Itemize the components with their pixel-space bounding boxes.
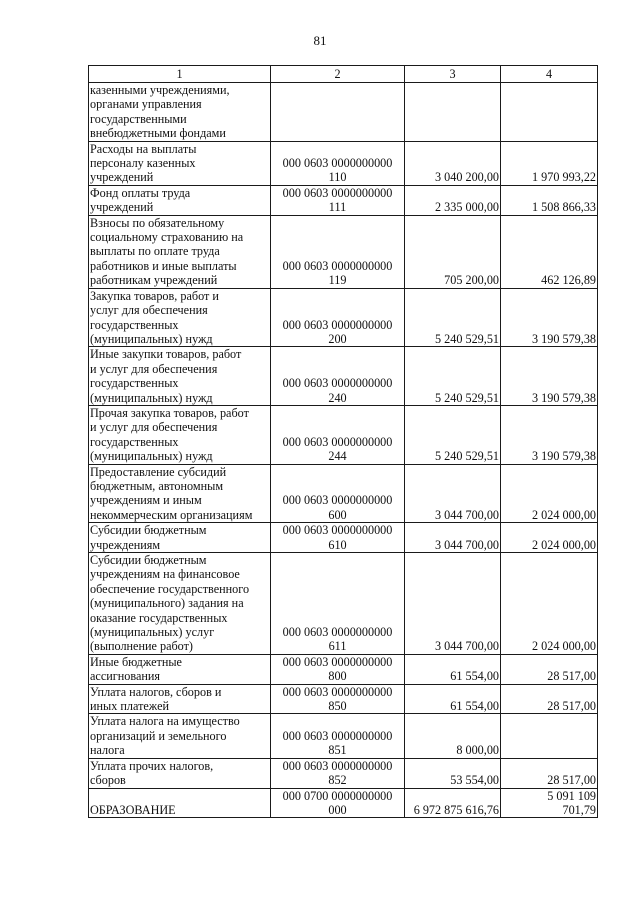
row-code <box>271 83 405 142</box>
row-value-plan: 3 040 200,00 <box>405 141 501 185</box>
row-name: Иные бюджетные ассигнования <box>89 654 271 684</box>
row-name: Уплата налогов, сборов и иных платежей <box>89 684 271 714</box>
budget-table <box>88 65 598 818</box>
row-value-plan: 61 554,00 <box>405 684 501 714</box>
row-value-actual: 28 517,00 <box>501 684 598 714</box>
row-name: Фонд оплаты труда учреждений <box>89 185 271 215</box>
row-code: 000 0603 0000000000 119 <box>271 215 405 288</box>
row-value-actual <box>501 83 598 142</box>
row-name: Взносы по обязательному социальному страхованию на выплаты по оплате труда работников и иные выплаты работникам учреждений <box>89 215 271 288</box>
row-code: 000 0603 0000000000 851 <box>271 714 405 758</box>
row-value-actual: 3 190 579,38 <box>501 405 598 464</box>
row-value-plan: 5 240 529,51 <box>405 347 501 406</box>
row-value-plan: 61 554,00 <box>405 654 501 684</box>
table-row <box>89 758 598 788</box>
header-col-4: 4 <box>501 66 598 83</box>
table-row <box>89 83 598 142</box>
row-value-actual: 3 190 579,38 <box>501 288 598 347</box>
row-name: Уплата прочих налогов, сборов <box>89 758 271 788</box>
table-row <box>89 714 598 758</box>
table-row <box>89 553 598 655</box>
row-code: 000 0603 0000000000 200 <box>271 288 405 347</box>
row-code: 000 0603 0000000000 610 <box>271 523 405 553</box>
row-name: Прочая закупка товаров, работ и услуг для обеспечения государственных (муниципальных) нужд <box>89 405 271 464</box>
row-value-plan: 3 044 700,00 <box>405 553 501 655</box>
row-value-plan: 3 044 700,00 <box>405 523 501 553</box>
row-code: 000 0603 0000000000 800 <box>271 654 405 684</box>
row-value-actual: 2 024 000,00 <box>501 523 598 553</box>
row-code: 000 0603 0000000000 111 <box>271 185 405 215</box>
row-value-actual: 1 970 993,22 <box>501 141 598 185</box>
row-value-actual: 1 508 866,33 <box>501 185 598 215</box>
row-name: Субсидии бюджетным учреждениям на финансовое обеспечение государственного (муниципального) задания на оказание государственных (муниципальных) услуг (выполнение работ) <box>89 553 271 655</box>
row-code: 000 0603 0000000000 244 <box>271 405 405 464</box>
row-name: Закупка товаров, работ и услуг для обеспечения государственных (муниципальных) нужд <box>89 288 271 347</box>
row-value-plan: 705 200,00 <box>405 215 501 288</box>
row-code: 000 0603 0000000000 611 <box>271 553 405 655</box>
table-row <box>89 788 598 818</box>
row-value-plan: 2 335 000,00 <box>405 185 501 215</box>
row-code: 000 0603 0000000000 110 <box>271 141 405 185</box>
row-value-actual: 28 517,00 <box>501 758 598 788</box>
row-name: ОБРАЗОВАНИЕ <box>89 788 271 818</box>
header-col-1: 1 <box>89 66 271 83</box>
table-row <box>89 684 598 714</box>
row-code: 000 0603 0000000000 600 <box>271 464 405 523</box>
row-name: казенными учреждениями, органами управления государственными внебюджетными фондами <box>89 83 271 142</box>
row-name: Расходы на выплаты персоналу казенных учреждений <box>89 141 271 185</box>
header-row <box>89 66 598 83</box>
row-value-actual: 2 024 000,00 <box>501 553 598 655</box>
table-header <box>89 66 598 83</box>
row-value-plan: 3 044 700,00 <box>405 464 501 523</box>
row-value-actual: 462 126,89 <box>501 215 598 288</box>
table-row <box>89 405 598 464</box>
row-name: Субсидии бюджетным учреждениям <box>89 523 271 553</box>
row-value-plan: 5 240 529,51 <box>405 405 501 464</box>
header-col-3: 3 <box>405 66 501 83</box>
row-code: 000 0603 0000000000 850 <box>271 684 405 714</box>
row-code: 000 0603 0000000000 240 <box>271 347 405 406</box>
row-value-plan <box>405 83 501 142</box>
page-number: 81 <box>313 33 327 48</box>
table-row <box>89 654 598 684</box>
row-code: 000 0603 0000000000 852 <box>271 758 405 788</box>
row-value-plan: 53 554,00 <box>405 758 501 788</box>
row-value-actual <box>501 714 598 758</box>
table-row <box>89 185 598 215</box>
table-row <box>89 464 598 523</box>
table-row <box>89 288 598 347</box>
row-value-plan: 8 000,00 <box>405 714 501 758</box>
row-value-plan: 5 240 529,51 <box>405 288 501 347</box>
header-col-2: 2 <box>271 66 405 83</box>
table-row <box>89 215 598 288</box>
row-value-actual: 5 091 109 701,79 <box>501 788 598 818</box>
row-value-plan: 6 972 875 616,76 <box>405 788 501 818</box>
table-row <box>89 141 598 185</box>
table-row <box>89 523 598 553</box>
table-body <box>89 83 598 818</box>
row-name: Предоставление субсидий бюджетным, автономным учреждениям и иным некоммерческим организациям <box>89 464 271 523</box>
row-value-actual: 2 024 000,00 <box>501 464 598 523</box>
row-name: Уплата налога на имущество организаций и земельного налога <box>89 714 271 758</box>
row-name: Иные закупки товаров, работ и услуг для обеспечения государственных (муниципальных) нужд <box>89 347 271 406</box>
table-row <box>89 347 598 406</box>
row-code: 000 0700 0000000000 000 <box>271 788 405 818</box>
row-value-actual: 3 190 579,38 <box>501 347 598 406</box>
row-value-actual: 28 517,00 <box>501 654 598 684</box>
